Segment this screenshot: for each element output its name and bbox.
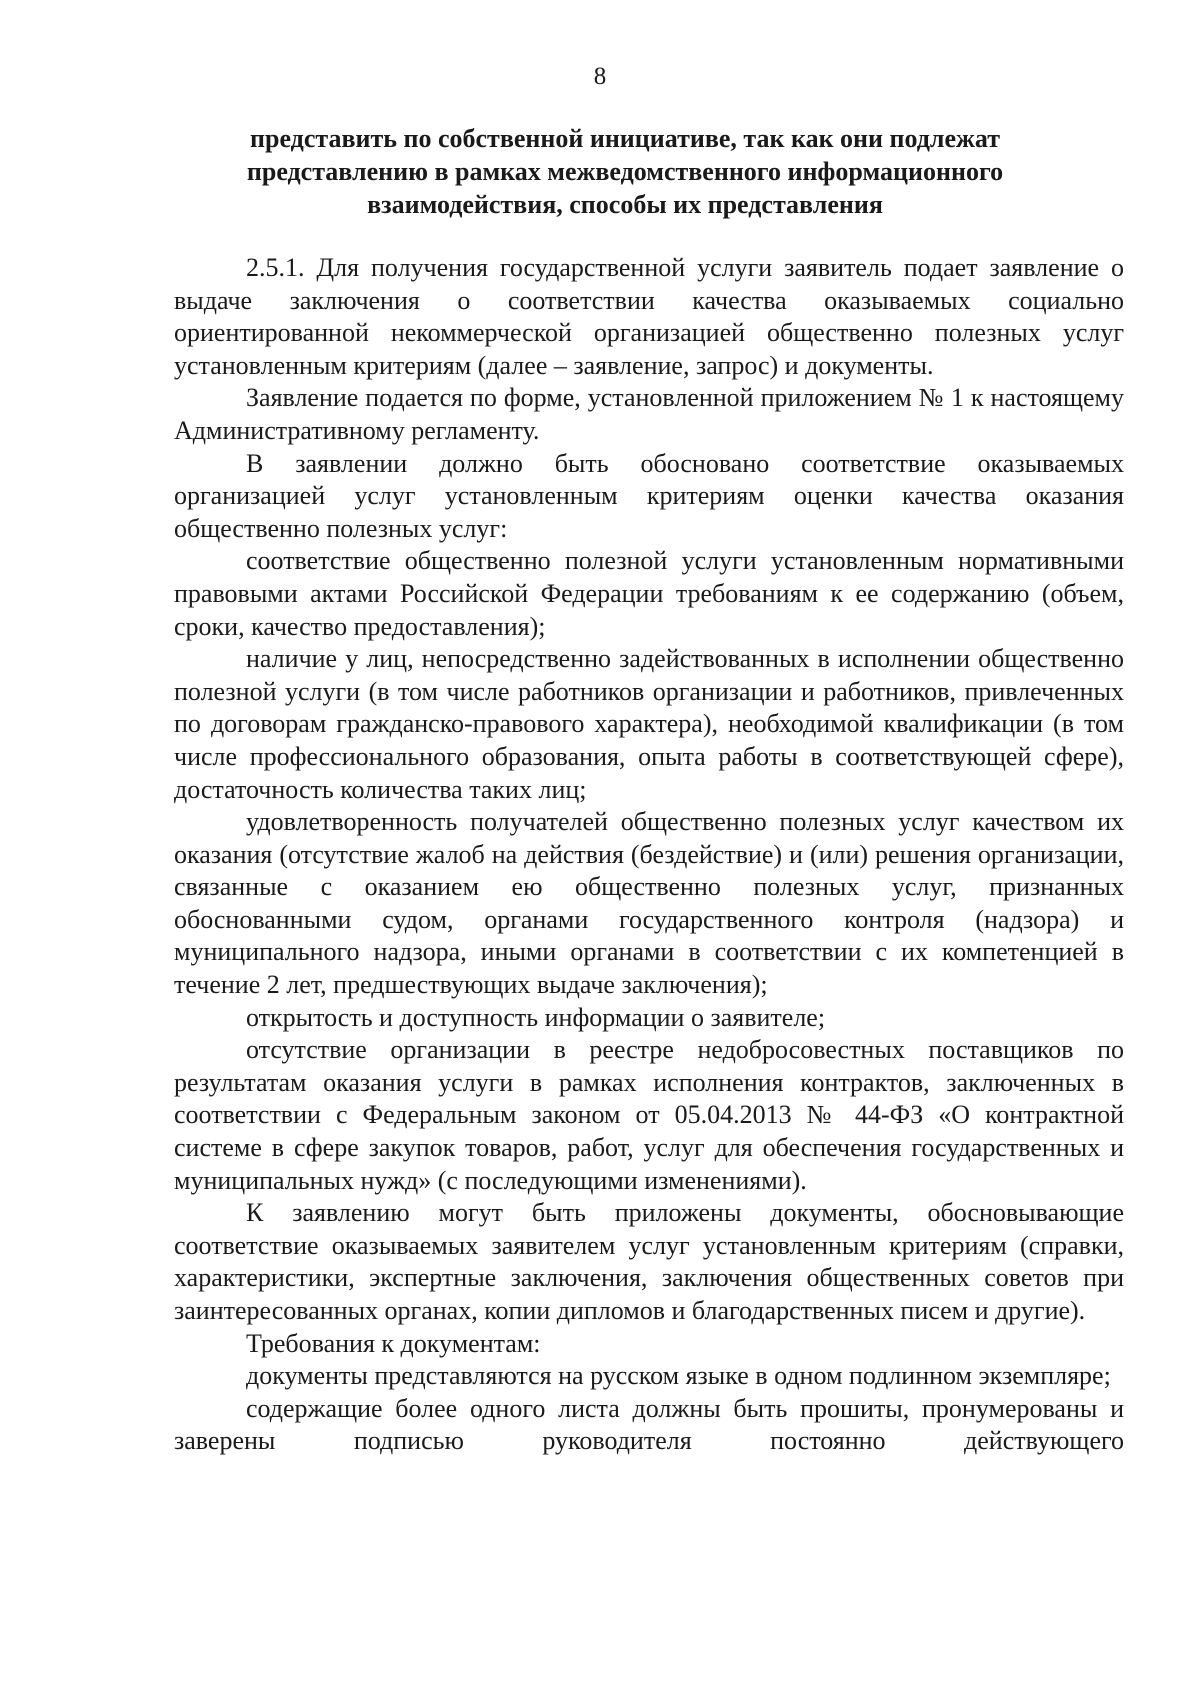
paragraph-criteria-intro: В заявлении должно быть обосновано соответствие оказываемых организацией услуг установленным критериям оценки качества оказания общественно полезных услуг:	[174, 448, 1124, 543]
criterion-recipient-satisfaction: удовлетворенность получателей общественно полезных услуг качеством их оказания (отсутствие жалоб на действия (бездействие) и (или) решения организации, связанные с оказанием ею общественно полезных услуг, признанных обоснованными судом, органами государственного контроля (надзора) и муниципального надзора, иными органами в соответствии с их компетенцией в течение 2 лет, предшествующих выдаче заключения);	[174, 807, 1124, 1000]
criterion-information-openness: открытость и доступность информации о заявителе;	[246, 1002, 826, 1032]
paragraph-attached-documents: К заявлению могут быть приложены документы, обосновывающие соответствие оказываемых заявителем услуг установленным критериям (справки, характеристики, экспертные заключения, заключения общественных советов при заинтересованных органах, копии дипломов и благодарственных писем и другие).	[174, 1198, 1124, 1325]
paragraph-2-5-1: 2.5.1. Для получения государственной услуги заявитель подает заявление о выдаче заключения о соответствии качества оказываемых социально ориентированной некоммерческой организацией общественно полезных услуг установленным критериям (далее – заявление, запрос) и документы.	[174, 253, 1124, 380]
paragraph-application-form: Заявление подается по форме, установленной приложением № 1 к настоящему Административному регламенту.	[174, 383, 1124, 445]
criterion-staff-qualification: наличие у лиц, непосредственно задействованных в исполнении общественно полезной услуги (в том числе работников организации и работников, привлеченных по договорам гражданско-правового характера), необходимой квалификации (в том числе профессионального образования, опыта работы в соответствующей сфере), достаточность количества таких лиц;	[174, 644, 1124, 804]
requirement-binding: содержащие более одного листа должны быть прошиты, пронумерованы и заверены подписью руководителя постоянно действующего	[174, 1393, 1124, 1456]
paragraph-document-requirements: Требования к документам:	[246, 1328, 541, 1358]
criterion-registry-absence: отсутствие организации в реестре недобросовестных поставщиков по результатам оказания услуги в рамках исполнения контрактов, заключенных в соответствии с Федеральным законом от 05.04.2013 № 44-ФЗ «О контрактной системе в сфере закупок товаров, работ, услуг для обеспечения государственных и муниципальных нужд» (с последующими изменениями).	[174, 1035, 1124, 1195]
page-number: 8	[593, 63, 607, 90]
criterion-content-compliance: соответствие общественно полезной услуги установленным нормативными правовыми актами Российской Федерации требованиям к ее содержанию (объем, сроки, качество предоставления);	[174, 546, 1124, 641]
section-heading: представить по собственной инициативе, так как они подлежат представлению в рамках межведомственного информационного взаимодействия, способы их представления	[246, 124, 1004, 219]
document-body	[174, 252, 1124, 1458]
requirement-russian-language: документы представляются на русском языке в одном подлинном экземпляре;	[246, 1361, 1111, 1391]
